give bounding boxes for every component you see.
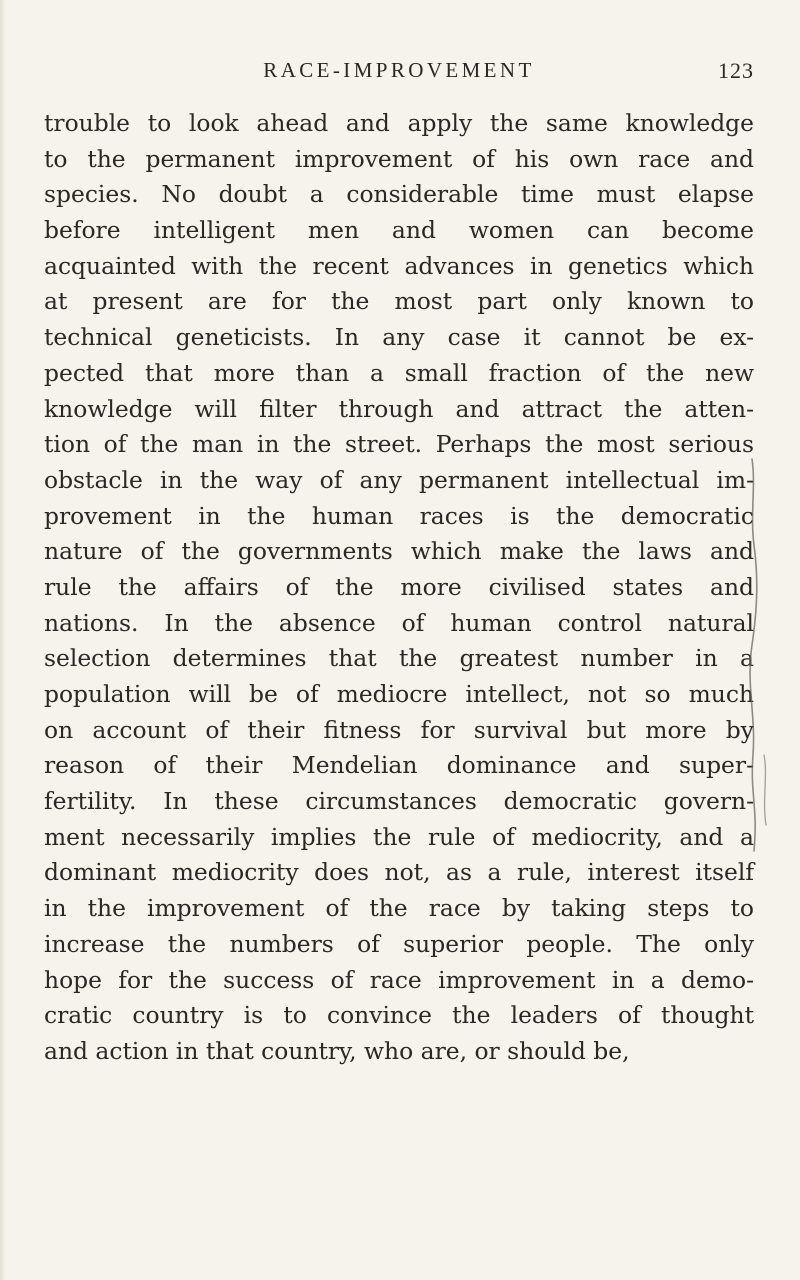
text-line: technical geneticists. In any case it cannot be ex- (44, 323, 754, 352)
text-line: cratic country is to convince the leaders of thought (44, 1001, 754, 1030)
text-line: population will be of mediocre intellect, not so much (44, 680, 754, 708)
text-line: tion of the man in the street. Perhaps the most serious (44, 430, 754, 459)
text-line: increase the numbers of superior people. The only (44, 929, 754, 958)
text-line: reason of their Mendelian dominance and super- (44, 751, 754, 780)
text-line: species. No doubt a considerable time must elapse (44, 180, 754, 209)
text-line: to the permanent improvement of his own race and (44, 144, 754, 173)
page-edge-shadow (0, 0, 6, 1280)
running-head (44, 58, 754, 92)
running-title: RACE-IMPROVEMENT (263, 58, 535, 82)
text-line: nations. In the absence of human control natural (44, 608, 754, 637)
text-line: rule the affairs of the more civilised states and (44, 572, 754, 601)
text-line: fertility. In these circumstances democratic govern- (44, 787, 754, 816)
text-line: at present are for the most part only known to (44, 287, 754, 316)
text-line: dominant mediocrity does not, as a rule, interest itself (44, 858, 754, 887)
text-line: in the improvement of the race by taking steps to (44, 894, 754, 923)
text-line: before intelligent men and women can become (44, 216, 754, 245)
body-text (44, 106, 754, 1070)
text-line: obstacle in the way of any permanent intellectual im- (44, 465, 754, 494)
text-line: nature of the governments which make the laws and (44, 537, 754, 566)
text-line: trouble to look ahead and apply the same knowledge (44, 109, 754, 137)
text-line: on account of their fitness for survival but more by (44, 715, 754, 744)
page-number: 123 (718, 58, 754, 83)
text-line: selection determines that the greatest number in a (44, 644, 754, 673)
text-line: acquainted with the recent advances in genetics which (44, 251, 754, 280)
text-line: pected that more than a small fraction of the new (44, 358, 754, 387)
text-line: knowledge will filter through and attract the atten- (44, 394, 754, 423)
text-line: and action in that country, who are, or should be, (44, 1036, 630, 1065)
text-line: ment necessarily implies the rule of mediocrity, and a (44, 822, 754, 851)
text-line: hope for the success of race improvement in a demo- (44, 965, 754, 994)
margin-pencil-mark (746, 455, 772, 855)
text-line: provement in the human races is the democratic (44, 501, 754, 530)
